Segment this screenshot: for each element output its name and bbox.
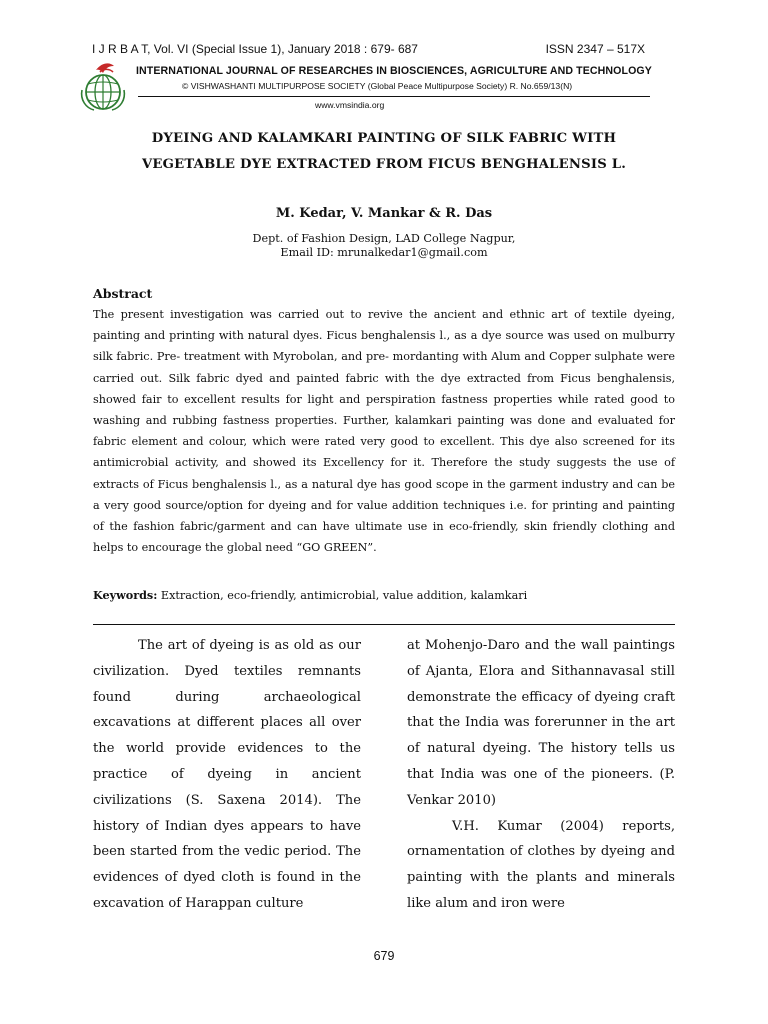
abstract-heading: Abstract [93,286,153,301]
paper-title [90,126,678,178]
page-number: 679 [373,949,395,963]
body-column-left [93,633,361,917]
issn: ISSN 2347 – 517X [545,42,645,56]
body-column-right [407,633,675,917]
journal-name: INTERNATIONAL JOURNAL OF RESEARCHES IN BIOSCIENCES, AGRICULTURE AND TECHNOLOGY [136,65,652,77]
journal-citation-line [92,42,645,56]
paragraph: at Mohenjo-Daro and the wall paintings of Ajanta, Elora and Sithannavasal still demonstrate the efficacy of dyeing craft that the India was forerunner in the art of natural dyeing. The history tells us that India was one of the pioneers. (P. Venkar 2010) [407,638,675,808]
abstract-body: The present investigation was carried out to revive the ancient and ethnic art of textile dyeing, painting and printing with natural dyes. Ficus benghalensis l., as a dye source was used on mulburry silk fabric. Pre- treatment with Myrobolan, and pre- mordanting with Alum and Copper sulphate were carried out. Silk fabric dyed and painted fabric with the dye extracted from Ficus benghalensis, showed fair to excellent results for light and perspiration fastness properties while rated good to washing and rubbing fastness properties. Further, kalamkari painting was done and evaluated for fabric element and colour, which were rated very good to excellent. This dye also screened for its antimicrobial activity, and showed its Excellency for it. Therefore the study suggests the use of extracts of Ficus benghalensis l., as a natural dye has good scope in the garment industry and can be a very good source/option for dyeing and for value addition techniques i.e. for printing and painting of the fashion fabric/garment and can have ultimate use in eco-friendly, skin friendly clothing and helps to encourage the global need “GO GREEN”. [93,308,675,555]
globe-dove-logo-icon [78,60,128,112]
title-line-2: VEGETABLE DYE EXTRACTED FROM FICUS BENGHALENSIS L. [141,157,627,172]
department: Dept. of Fashion Design, LAD College Nagpur, [252,232,516,245]
header-rule [138,96,650,97]
citation: I J R B A T, Vol. VI (Special Issue 1), January 2018 : 679- 687 [92,42,418,56]
keywords-text: Extraction, eco-friendly, antimicrobial, value addition, kalamkari [157,589,528,602]
paragraph: The art of dyeing is as old as our civilization. Dyed textiles remnants found during archaeological excavations at different places all over the world provide evidences to the practice of dyeing in ancient civilizations (S. Saxena 2014). The history of Indian dyes appears to have been started from the vedic period. The evidences of dyed cloth is found in the excavation of Harappan culture [93,638,361,911]
journal-website: www.vmsindia.org [315,100,385,110]
keywords [93,588,675,602]
keywords-label: Keywords: [93,588,158,602]
paragraph: V.H. Kumar (2004) reports, ornamentation of clothes by dyeing and painting with the plants and minerals like alum and iron were [407,818,675,911]
title-line-1: DYEING AND KALAMKARI PAINTING OF SILK FABRIC WITH [151,131,617,146]
section-divider [93,624,675,625]
authors: M. Kedar, V. Mankar & R. Das [275,206,493,221]
email: Email ID: mrunalkedar1@gmail.com [280,245,488,259]
society-copyright: © VISHWASHANTI MULTIPURPOSE SOCIETY (Global Peace Multipurpose Society) R. No.659/13(N) [182,81,573,91]
affiliation [90,232,678,259]
